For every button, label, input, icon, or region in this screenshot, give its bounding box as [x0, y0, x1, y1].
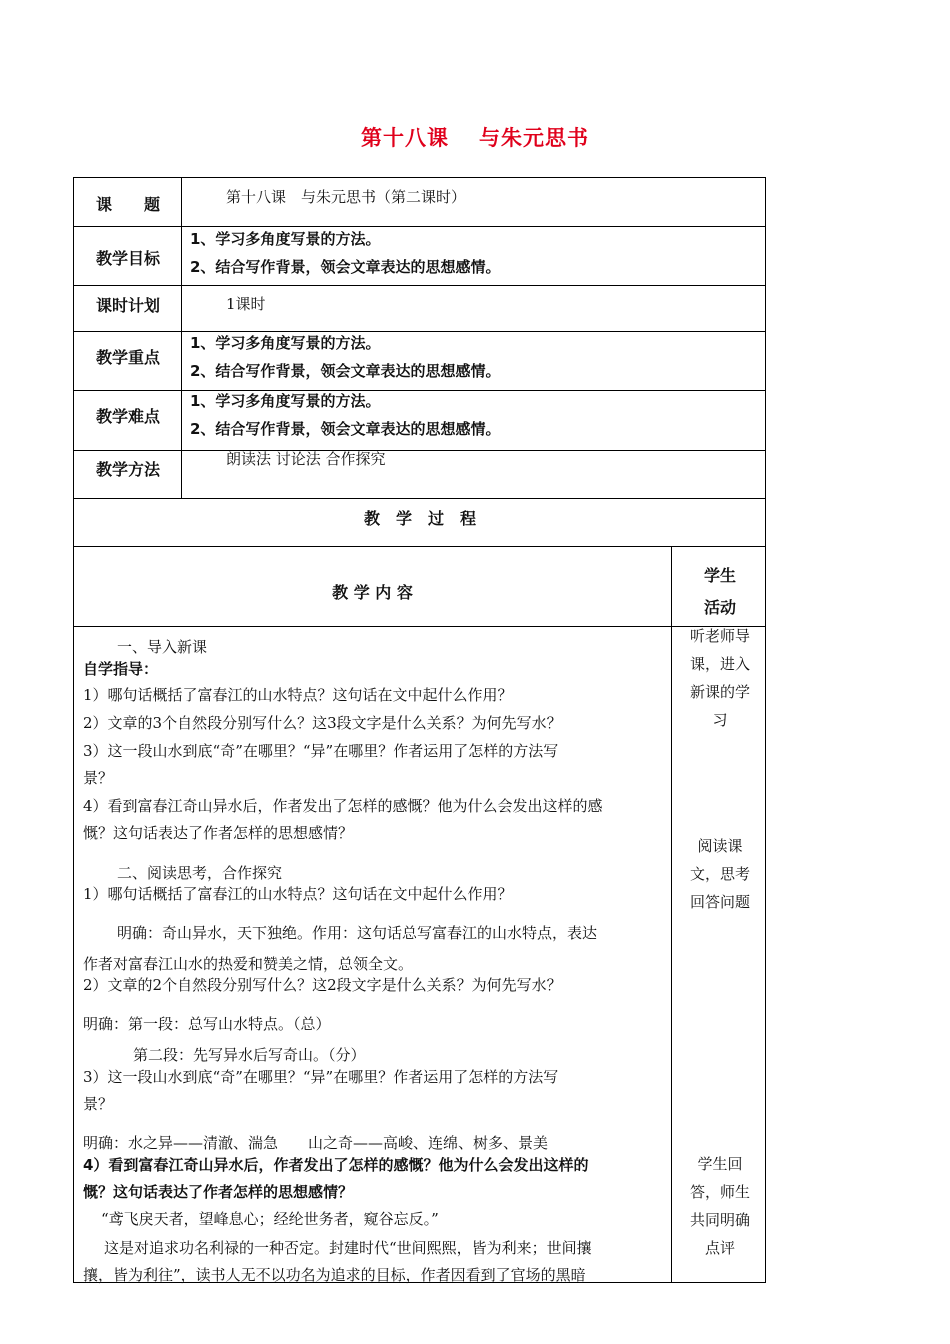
activity-3 [680, 1150, 760, 1262]
activity-1-line: 新课的学 [689, 683, 750, 701]
guide: 自学指导： [83, 660, 159, 678]
answer-3: 明确：水之异——清澈、湍急 山之奇——高峻、连绵、树多、景美 [83, 1134, 549, 1152]
difficulty-2: 2、结合写作背景，领会文章表达的思想感情。 [190, 420, 501, 438]
activity-3-line: 共同明确 [689, 1211, 750, 1229]
question-4a: 4）看到富春江奇山异水后，作者发出了怎样的感慨？他为什么会发出这样的感 [83, 797, 603, 815]
activity-3-line: 学生回 [697, 1155, 743, 1173]
review-q2: 2）文章的2个自然段分别写什么？这2段文字是什么关系？为何先写水？ [83, 976, 562, 994]
activity-3-line: 答，师生 [689, 1183, 750, 1201]
method-label: 教学方法 [96, 460, 161, 479]
review-q4b: 慨？这句话表达了作者怎样的思想感情？ [83, 1183, 354, 1201]
answer-2a: 明确：第一段：总写山水特点。（总） [83, 1015, 331, 1033]
answer-1b: 作者对富春江山水的热爱和赞美之情，总领全文。 [83, 955, 414, 973]
page-title [0, 122, 950, 152]
activity-1-line: 习 [712, 711, 728, 729]
title-lesson: 第十八课 [361, 126, 449, 150]
schedule-value: 1课时 [226, 295, 266, 313]
activity-1-line: 听老师导 [689, 627, 750, 645]
paragraph-2: 攘，皆为利往”，读书人无不以功名为追求的目标，作者因看到了官场的黑暗 [83, 1266, 586, 1284]
topic-value: 第十八课 与朱元思书（第二课时） [226, 188, 467, 206]
activity-2 [680, 832, 760, 916]
review-q3b: 景？ [83, 1095, 114, 1113]
title-text: 与朱元思书 [479, 126, 589, 150]
activity-3-line: 点评 [704, 1239, 735, 1257]
activity-2-line: 阅读课 [697, 837, 743, 855]
quote: “鸢飞戾天者，望峰息心；经纶世务者，窥谷忘反。” [101, 1210, 439, 1228]
activity-1-line: 课，进入 [689, 655, 750, 673]
review-q4a: 4）看到富春江奇山异水后，作者发出了怎样的感慨？他为什么会发出这样的 [83, 1156, 589, 1174]
answer-2b: 第二段：先写异水后写奇山。（分） [133, 1046, 366, 1064]
key-label: 教学重点 [96, 348, 161, 367]
difficulty-1: 1、学习多角度写景的方法。 [190, 392, 381, 410]
method-value: 朗读法 讨论法 合作探究 [226, 450, 386, 468]
activity-header-1: 学生 [703, 566, 736, 585]
activity-2-line: 文，思考 [689, 865, 750, 883]
paragraph-1: 这是对追求功名利禄的一种否定。封建时代“世间熙熙，皆为利来；世间攘 [104, 1239, 592, 1257]
key-2: 2、结合写作背景，领会文章表达的思想感情。 [190, 362, 501, 380]
question-4b: 慨？这句话表达了作者怎样的思想感情？ [83, 824, 354, 842]
process-header: 教 学 过 程 [363, 509, 476, 528]
question-3b: 景？ [83, 769, 114, 787]
goal-1: 1、学习多角度写景的方法。 [190, 230, 381, 248]
schedule-label: 课时计划 [96, 296, 161, 315]
review-q3a: 3）这一段山水到底“奇”在哪里？“异”在哪里？作者运用了怎样的方法写 [83, 1068, 559, 1086]
goals-label: 教学目标 [96, 249, 161, 268]
section-2: 二、阅读思考，合作探究 [117, 864, 283, 882]
activity-1 [680, 622, 760, 734]
activity-header-2: 活动 [703, 598, 736, 617]
review-q1: 1）哪句话概括了富春江的山水特点？这句话在文中起什么作用？ [83, 885, 513, 903]
goal-2: 2、结合写作背景，领会文章表达的思想感情。 [190, 258, 501, 276]
content-header: 教 学 内 容 [332, 583, 413, 602]
question-1: 1）哪句话概括了富春江的山水特点？这句话在文中起什么作用？ [83, 686, 513, 704]
question-2: 2）文章的3个自然段分别写什么？这3段文字是什么关系？为何先写水？ [83, 714, 562, 732]
difficulty-label: 教学难点 [96, 407, 161, 426]
key-1: 1、学习多角度写景的方法。 [190, 334, 381, 352]
section-1: 一、导入新课 [117, 638, 208, 656]
activity-2-line: 回答问题 [689, 893, 750, 911]
answer-1a: 明确：奇山异水，天下独绝。作用：这句话总写富春江的山水特点，表达 [117, 924, 598, 942]
question-3a: 3）这一段山水到底“奇”在哪里？“异”在哪里？作者运用了怎样的方法写 [83, 742, 559, 760]
topic-label: 课 题 [96, 195, 161, 214]
